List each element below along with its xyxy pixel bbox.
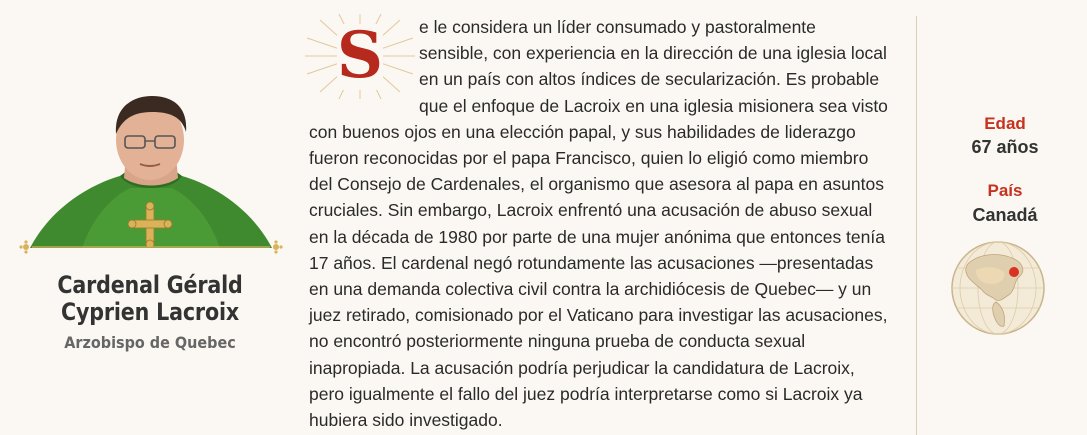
age-label: Edad	[984, 114, 1026, 133]
globe-location-icon	[950, 240, 1046, 336]
ornamental-divider	[18, 238, 284, 256]
drop-cap-letter: S	[336, 18, 384, 93]
cardinal-profile	[0, 0, 300, 435]
drop-cap	[305, 14, 415, 99]
country-value: Canadá	[972, 205, 1038, 225]
cardinal-role: Arzobispo de Quebec	[64, 333, 236, 352]
cardinal-portrait-image	[22, 96, 280, 248]
cardinal-bio	[309, 14, 889, 433]
bio-paragraph: e le considera un líder consumado y pastoralmente sensible, con experiencia en la dirección de una iglesia local en un país con altos índices de secularización. Es probable que el enfoque de Lacroix en una iglesia misionera sea visto con buenos ojos en una elección papal, y sus habilidades de liderazgo fueron reconocidas por el papa Francisco, quien lo eligió como miembro del Consejo de Cardenales, el organismo que asesora al papa en asuntos cruciales. Sin embargo, Lacroix enfrentó una acusación de abuso sexual en la década de 1980 por parte de una mujer anónima que entonces tenía 17 años. El cardenal negó rotundamente las acusaciones —presentadas en una demanda colectiva civil contra la archidiócesis de Quebec— y un juez retirado, comisionado por el Vaticano para investigar las acusaciones, no encontró posteriormente ninguna prueba de conducta sexual inapropiada. La acusación podría perjudicar la candidatura de Lacroix, pero igualmente el fallo del juez podría interpretarse como si Lacroix ya hubiera sido investigado.	[309, 17, 888, 431]
age-value: 67 años	[971, 137, 1039, 157]
country-label: País	[987, 181, 1023, 200]
cardinal-name: Cardenal Gérald Cyprien Lacroix	[57, 271, 243, 326]
column-divider	[916, 16, 917, 435]
